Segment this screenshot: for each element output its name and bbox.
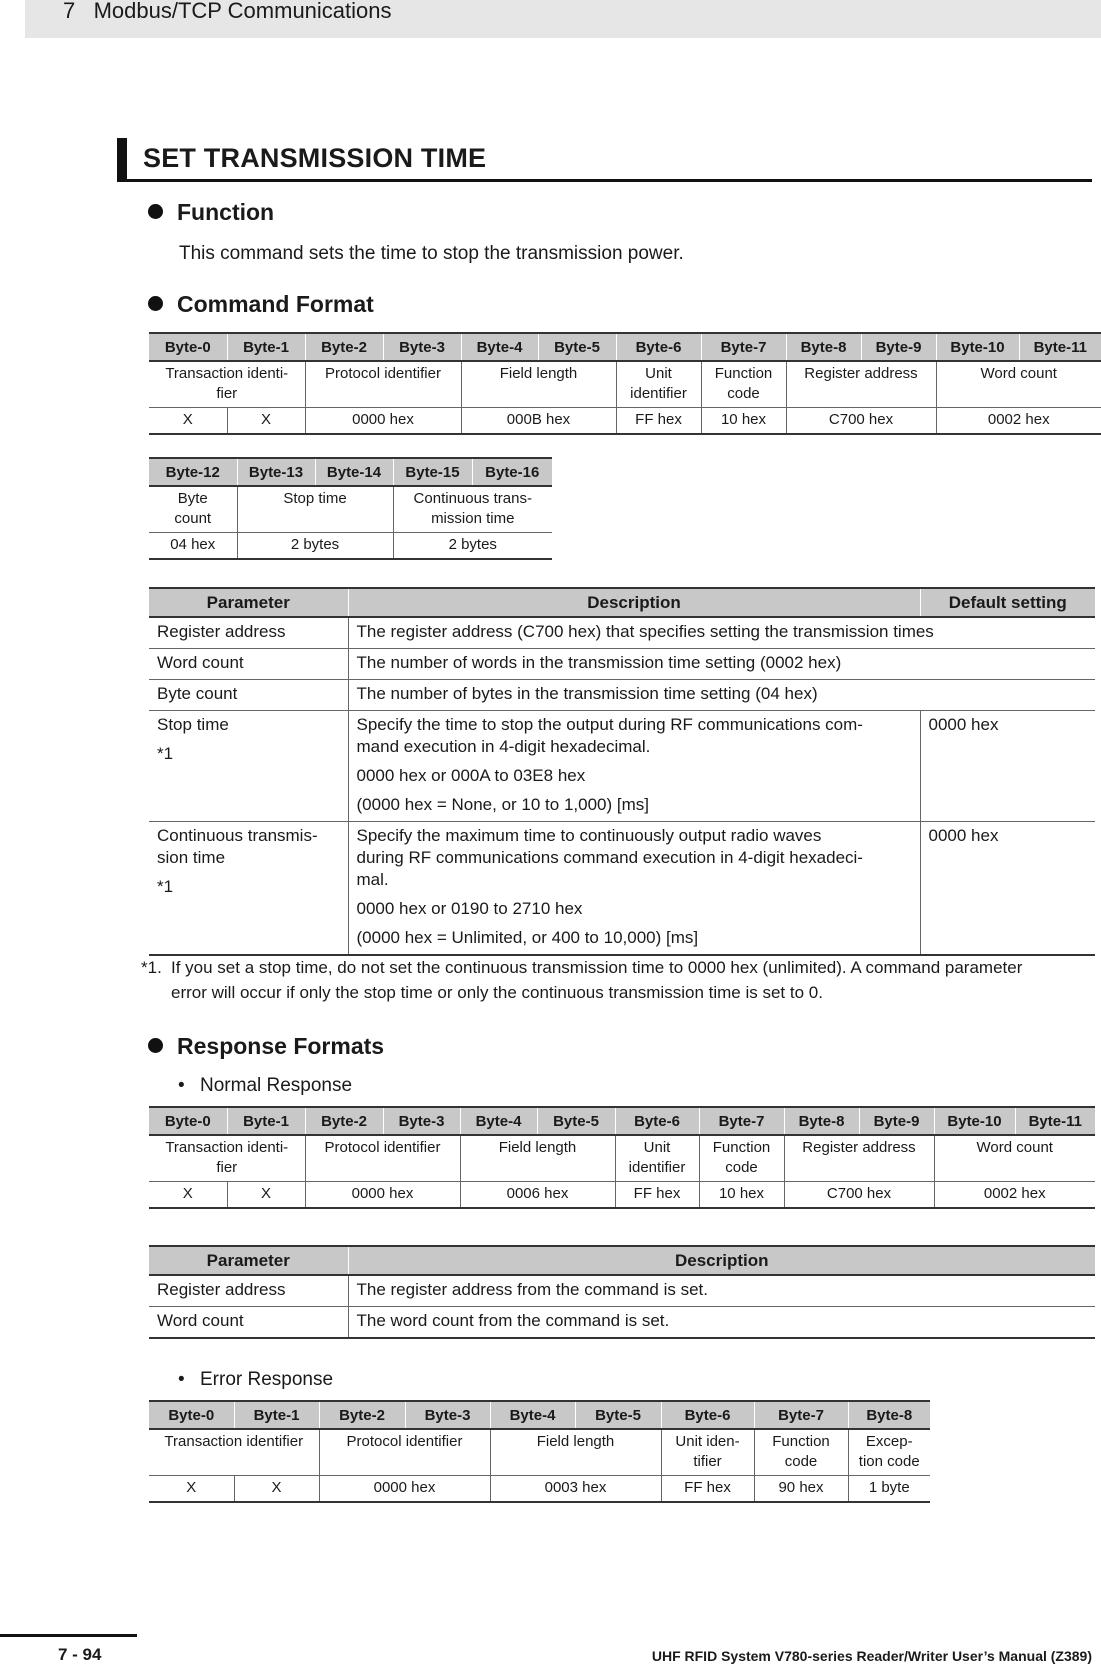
byte-label: Byte-10: [934, 1107, 1015, 1135]
bullet-dot-icon: [148, 296, 163, 311]
parameter-name: Stop time: [157, 715, 229, 734]
value-cell: X: [227, 408, 305, 435]
byte-label: Byte-3: [383, 333, 461, 361]
parameter-range: 0000 hex or 0190 to 2710 hex: [356, 899, 583, 918]
byte-label: Byte-7: [754, 1401, 848, 1429]
byte-label: Byte-11: [1019, 333, 1101, 361]
parameter-name: Byte count: [149, 680, 348, 711]
value-cell: X: [234, 1476, 319, 1503]
field-cell: Protocol identifier: [305, 361, 461, 408]
value-cell: 10 hex: [701, 408, 786, 435]
column-header: Description: [348, 1246, 1095, 1275]
bullet-dot-icon: [148, 204, 163, 219]
field-cell: Continuous trans- mission time: [393, 486, 552, 533]
field-cell: Byte count: [149, 486, 237, 533]
field-row: [149, 1429, 930, 1476]
parameter-description: Specify the time to stop the output during RF communications com- mand execution in 4-digit hexadecimal.: [356, 715, 863, 756]
parameter-header-row: [149, 1246, 1095, 1275]
field-cell: Transaction identi- fier: [149, 1135, 305, 1182]
value-cell: 1 byte: [848, 1476, 930, 1503]
parameter-description: The register address (C700 hex) that specifies setting the transmission times: [348, 617, 1095, 649]
byte-label: Byte-1: [234, 1401, 319, 1429]
field-cell: Word count: [936, 361, 1101, 408]
error-response-label-text: Error Response: [200, 1369, 334, 1390]
command-parameter-table: [149, 587, 1095, 956]
parameter-description: The register address from the command is set.: [348, 1275, 1095, 1307]
byte-label: Byte-14: [315, 458, 393, 486]
section-title: [117, 138, 1092, 182]
byte-label: Byte-10: [936, 333, 1019, 361]
value-cell: 000B hex: [461, 408, 616, 435]
value-row: [149, 408, 1101, 435]
table-row: [149, 680, 1095, 711]
value-cell: 0000 hex: [319, 1476, 490, 1503]
byte-label: Byte-2: [319, 1401, 405, 1429]
byte-label: Byte-12: [149, 458, 237, 486]
byte-label: Byte-4: [490, 1401, 575, 1429]
field-cell: Register address: [784, 1135, 934, 1182]
byte-header-row: [149, 458, 552, 486]
default-setting: 0000 hex: [920, 711, 1095, 822]
parameter-note: *1: [157, 744, 174, 763]
field-row: [149, 361, 1101, 408]
parameter-description: The number of bytes in the transmission time setting (04 hex): [348, 680, 1095, 711]
parameter-description-cell: [348, 822, 920, 956]
byte-label: Byte-6: [616, 333, 701, 361]
field-cell: Field length: [460, 1135, 615, 1182]
field-cell: Unit identifier: [616, 361, 701, 408]
value-row: [149, 533, 552, 560]
byte-label: Byte-5: [537, 1107, 615, 1135]
command-byte-table-2: [149, 457, 552, 560]
value-cell: C700 hex: [786, 408, 936, 435]
field-cell: Excep- tion code: [848, 1429, 930, 1476]
parameter-description: The number of words in the transmission time setting (0002 hex): [348, 649, 1095, 680]
byte-label: Byte-4: [461, 333, 538, 361]
value-cell: 0006 hex: [460, 1182, 615, 1209]
parameter-description: Specify the maximum time to continuously output radio waves during RF communications command execution in 4-digit hexadeci- mal.: [356, 826, 863, 889]
parameter-name: Word count: [149, 649, 348, 680]
field-cell: Field length: [490, 1429, 661, 1476]
footnote-mark: *1.: [141, 958, 162, 977]
value-cell: FF hex: [616, 408, 701, 435]
command-format-heading-text: Command Format: [177, 291, 374, 317]
parameter-note: *1: [157, 877, 174, 896]
parameter-name: Word count: [149, 1307, 348, 1339]
byte-label: Byte-5: [575, 1401, 661, 1429]
byte-header-row: [149, 1401, 930, 1429]
byte-label: Byte-1: [227, 333, 305, 361]
table-row: [149, 649, 1095, 680]
table-row: [149, 1307, 1095, 1339]
byte-label: Byte-0: [149, 1401, 234, 1429]
column-header: Description: [348, 588, 920, 617]
function-heading: [148, 199, 274, 226]
footer-rule: [0, 1634, 137, 1637]
command-format-heading: [148, 291, 374, 318]
field-cell: Function code: [754, 1429, 848, 1476]
byte-header-row: [149, 333, 1101, 361]
field-cell: Protocol identifier: [305, 1135, 460, 1182]
default-setting: 0000 hex: [920, 822, 1095, 956]
manual-title: UHF RFID System V780-series Reader/Writer User’s Manual (Z389): [651, 1648, 1092, 1664]
value-cell: X: [149, 408, 227, 435]
parameter-description-cell: [348, 711, 920, 822]
byte-label: Byte-6: [661, 1401, 754, 1429]
column-header: Default setting: [920, 588, 1095, 617]
chapter-title: 7 Modbus/TCP Communications: [63, 0, 392, 23]
parameter-header-row: [149, 588, 1095, 617]
byte-label: Byte-8: [786, 333, 861, 361]
byte-label: Byte-9: [861, 333, 936, 361]
field-cell: Function code: [701, 361, 786, 408]
error-response-label: [178, 1369, 333, 1391]
column-header: Parameter: [149, 1246, 348, 1275]
chapter-header-bar: [25, 0, 1101, 38]
parameter-name: Continuous transmis- sion time: [157, 826, 318, 867]
normal-response-byte-table: [149, 1106, 1095, 1209]
normal-response-label: [178, 1075, 352, 1097]
byte-label: Byte-0: [149, 333, 227, 361]
parameter-range-note: (0000 hex = Unlimited, or 400 to 10,000) [ms]: [356, 928, 699, 947]
parameter-range: 0000 hex or 000A to 03E8 hex: [356, 766, 586, 785]
byte-label: Byte-16: [472, 458, 552, 486]
page-number: 7 - 94: [58, 1645, 102, 1664]
normal-response-parameter-table: [149, 1245, 1095, 1339]
table-row: [149, 711, 1095, 822]
value-cell: FF hex: [661, 1476, 754, 1503]
parameter-name-cell: [149, 711, 348, 822]
normal-response-label-text: Normal Response: [200, 1075, 353, 1096]
parameter-range-note: (0000 hex = None, or 10 to 1,000) [ms]: [356, 795, 649, 814]
field-cell: Transaction identi- fier: [149, 361, 305, 408]
field-cell: Unit iden- tifier: [661, 1429, 754, 1476]
value-cell: 0000 hex: [305, 408, 461, 435]
byte-label: Byte-1: [227, 1107, 305, 1135]
field-cell: Register address: [786, 361, 936, 408]
value-cell: X: [149, 1182, 227, 1209]
byte-label: Byte-4: [460, 1107, 537, 1135]
field-cell: Stop time: [237, 486, 393, 533]
value-cell: X: [149, 1476, 234, 1503]
value-cell: 0003 hex: [490, 1476, 661, 1503]
function-heading-text: Function: [177, 199, 275, 225]
byte-label: Byte-3: [383, 1107, 460, 1135]
value-cell: 0000 hex: [305, 1182, 460, 1209]
section-title-text: SET TRANSMISSION TIME: [143, 143, 487, 173]
value-cell: 04 hex: [149, 533, 237, 560]
byte-label: Byte-3: [405, 1401, 490, 1429]
value-cell: FF hex: [615, 1182, 699, 1209]
footnote-text: If you set a stop time, do not set the continuous transmission time to 0000 hex (unlimited). A command parameter error will occur if only the stop time or only the continuous transmission time is set to 0.: [171, 958, 1023, 1002]
field-row: [149, 486, 552, 533]
byte-label: Byte-13: [237, 458, 315, 486]
field-cell: Unit identifier: [615, 1135, 699, 1182]
value-cell: X: [227, 1182, 305, 1209]
parameter-name: Register address: [149, 1275, 348, 1307]
column-header: Parameter: [149, 588, 348, 617]
value-cell: 0002 hex: [936, 408, 1101, 435]
response-formats-heading-text: Response Formats: [177, 1033, 385, 1059]
value-cell: 10 hex: [699, 1182, 784, 1209]
byte-label: Byte-8: [848, 1401, 930, 1429]
byte-label: Byte-7: [699, 1107, 784, 1135]
bullet-dot-icon: [148, 1038, 163, 1053]
bullet-icon: •: [178, 1369, 185, 1390]
byte-label: Byte-15: [393, 458, 472, 486]
field-cell: Word count: [934, 1135, 1095, 1182]
value-row: [149, 1182, 1095, 1209]
byte-header-row: [149, 1107, 1095, 1135]
response-formats-heading: [148, 1033, 384, 1060]
table-row: [149, 1275, 1095, 1307]
error-response-byte-table: [149, 1400, 930, 1503]
bullet-icon: •: [178, 1075, 185, 1096]
value-cell: 2 bytes: [393, 533, 552, 560]
byte-label: Byte-11: [1015, 1107, 1095, 1135]
byte-label: Byte-9: [859, 1107, 934, 1135]
byte-label: Byte-2: [305, 1107, 383, 1135]
byte-label: Byte-6: [615, 1107, 699, 1135]
parameter-description: The word count from the command is set.: [348, 1307, 1095, 1339]
value-cell: 90 hex: [754, 1476, 848, 1503]
parameter-name: Register address: [149, 617, 348, 649]
value-cell: C700 hex: [784, 1182, 934, 1209]
field-cell: Function code: [699, 1135, 784, 1182]
byte-label: Byte-2: [305, 333, 383, 361]
field-cell: Transaction identifier: [149, 1429, 319, 1476]
function-text: This command sets the time to stop the transmission power.: [179, 243, 684, 264]
table-row: [149, 822, 1095, 956]
field-row: [149, 1135, 1095, 1182]
field-cell: Protocol identifier: [319, 1429, 490, 1476]
table-row: [149, 617, 1095, 649]
byte-label: Byte-8: [784, 1107, 859, 1135]
byte-label: Byte-0: [149, 1107, 227, 1135]
byte-label: Byte-7: [701, 333, 786, 361]
footnote: [141, 955, 1041, 1005]
parameter-name-cell: [149, 822, 348, 956]
value-row: [149, 1476, 930, 1503]
byte-label: Byte-5: [538, 333, 616, 361]
field-cell: Field length: [461, 361, 616, 408]
value-cell: 2 bytes: [237, 533, 393, 560]
value-cell: 0002 hex: [934, 1182, 1095, 1209]
command-byte-table-1: [149, 332, 1101, 435]
